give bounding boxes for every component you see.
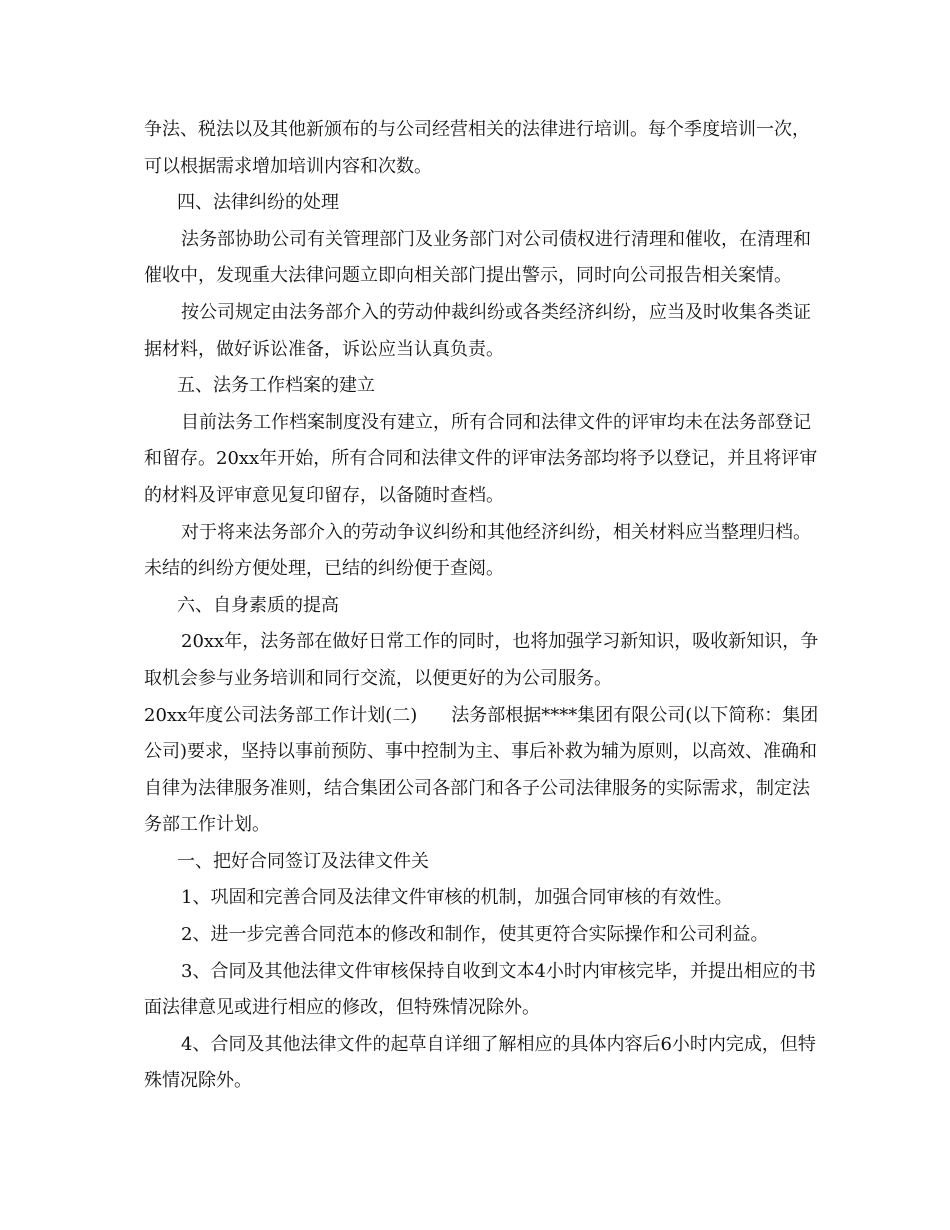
- paragraph-debt-collection: 法务部协助公司有关管理部门及业务部门对公司债权进行清理和催收，在清理和催收中，发现重大法律问题立即向相关部门提出警示，同时向公司报告相关案情。: [144, 228, 811, 287]
- list-item-1: 1、巩固和完善合同及法律文件审核的机制，加强合同审核的有效性。: [181, 887, 733, 909]
- heading-contract-review: 一、把好合同签订及法律文件关: [177, 850, 429, 872]
- paragraph-training: 争法、税法以及其他新颁布的与公司经营相关的法律进行培训。每个季度培训一次，可以根据需求增加培训内容和次数。: [144, 119, 810, 177]
- document-body: [144, 112, 824, 1100]
- paragraph-learning: 20xx年，法务部在做好日常工作的同时，也将加强学习新知识，吸收新知识，争取机会参与业务培训和同行交流，以便更好的为公司服务。: [144, 631, 819, 689]
- paragraph-archive-system: 目前法务工作档案制度没有建立，所有合同和法律文件的评审均未在法务部登记和留存。20xx年开始，所有合同和法律文件的评审法务部均将予以登记，并且将评审的材料及评审意见复印留存，以备随时查档。: [144, 411, 818, 506]
- list-item-3: 3、合同及其他法律文件审核保持自收到文本4小时内审核完毕，并提出相应的书面法律意见或进行相应的修改，但特殊情况除外。: [144, 960, 816, 1019]
- heading-legal-disputes: 四、法律纠纷的处理: [177, 192, 339, 214]
- list-item-4: 4、合同及其他法律文件的起草自详细了解相应的具体内容后6小时内完成，但特殊情况除外。: [144, 1033, 816, 1092]
- paragraph-archive-disputes: 对于将来法务部介入的劳动争议纠纷和其他经济纠纷，相关材料应当整理归档。未结的纠纷方便处理，已结的纠纷便于查阅。: [144, 521, 811, 580]
- plan-two-intro: 法务部根据****集团有限公司(以下简称：集团公司)要求，坚持以事前预防、事中控制为主、事后补救为辅为原则，以高效、准确和自律为法律服务准则，结合集团公司各部门和各子公司法律服务的实际需求，制定法务部工作计划。: [144, 704, 819, 836]
- heading-archive: 五、法务工作档案的建立: [177, 375, 375, 397]
- heading-self-improvement: 六、自身素质的提高: [177, 594, 339, 616]
- plan-two-title: 20xx年度公司法务部工作计划(二): [144, 704, 418, 726]
- list-item-2: 2、进一步完善合同范本的修改和制作，使其更符合实际操作和公司利益。: [181, 924, 769, 946]
- paragraph-labor-arbitration: 按公司规定由法务部介入的劳动仲裁纠纷或各类经济纠纷，应当及时收集各类证据材料，做好诉讼准备，诉讼应当认真负责。: [144, 301, 811, 360]
- paragraph-plan-two: [144, 698, 824, 844]
